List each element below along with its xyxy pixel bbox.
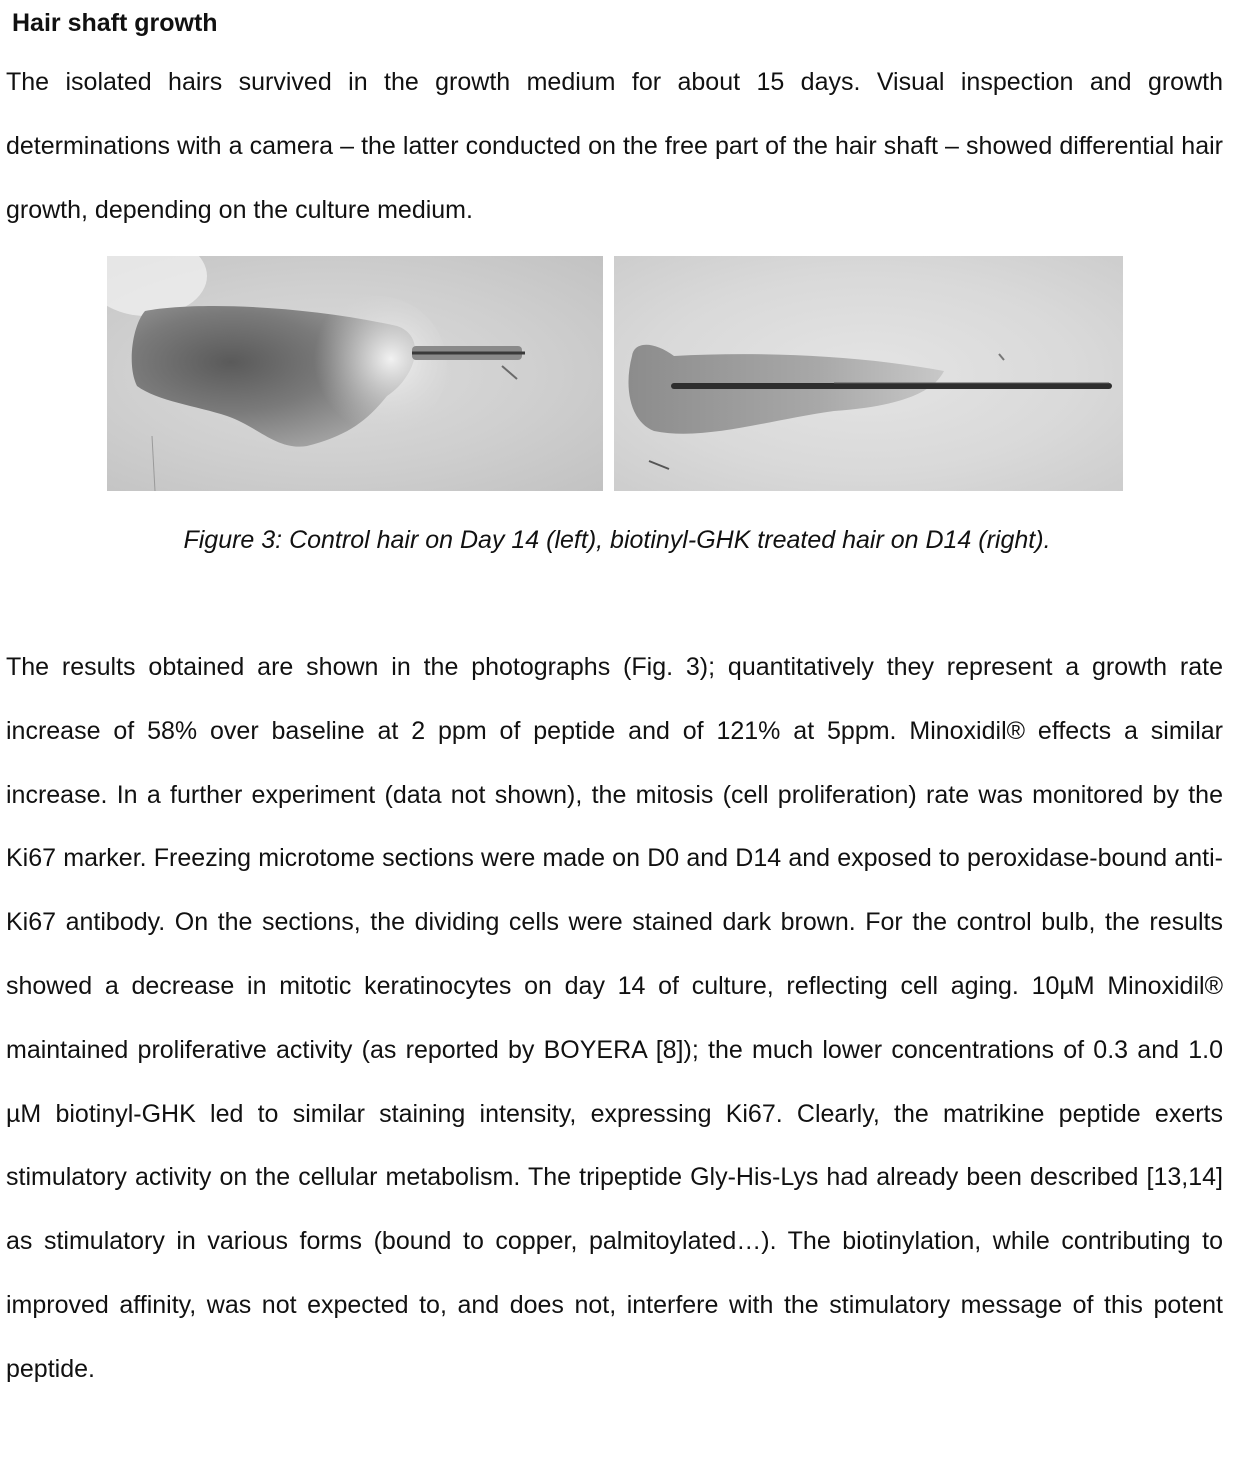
treated-hair-image [614,256,1123,491]
paragraph-results: The results obtained are shown in the photographs (Fig. 3); quantitatively they represent a growth rate increase of 58% over baseline at 2 ppm of peptide and of 121% at 5ppm. Minoxidil® effects a similar increase. In a further experiment (data not shown), the mitosis (cell proliferation) rate was monitored by the Ki67 marker. Freezing microtome sections were made on D0 and D14 and exposed to peroxidase-bound anti-Ki67 antibody. On the sections, the dividing cells were stained dark brown. For the control bulb, the results showed a decrease in mitotic keratinocytes on day 14 of culture, reflecting cell aging. 10µM Minoxidil® maintained proliferative activity (as reported by BOYERA [8]); the much lower concentrations of 0.3 and 1.0 µM biotinyl-GHK led to similar staining intensity, expressing Ki67. Clearly, the matrikine peptide exerts stimulatory activity on the cellular metabolism. The tripeptide Gly-His-Lys had already been described [13,14] as stimulatory in various forms (bound to copper, palmitoylated…). The biotinylation, while contributing to improved affinity, was not expected to, and does not, interfere with the stimulatory message of this potent peptide. [6,653,1223,1383]
figure-caption: Figure 3: Control hair on Day 14 (left), biotinyl-GHK treated hair on D14 (right). [183,526,1051,554]
figure-treated-hair-photo [614,256,1123,491]
control-hair-image [107,256,603,491]
section-heading: Hair shaft growth [12,9,218,37]
paragraph-intro: The isolated hairs survived in the growth medium for about 15 days. Visual inspection and growth determinations with a camera – the latter conducted on the free part of the hair shaft – showed differential hair growth, depending on the culture medium. [6,68,1223,224]
figure-control-hair-photo [107,256,603,491]
